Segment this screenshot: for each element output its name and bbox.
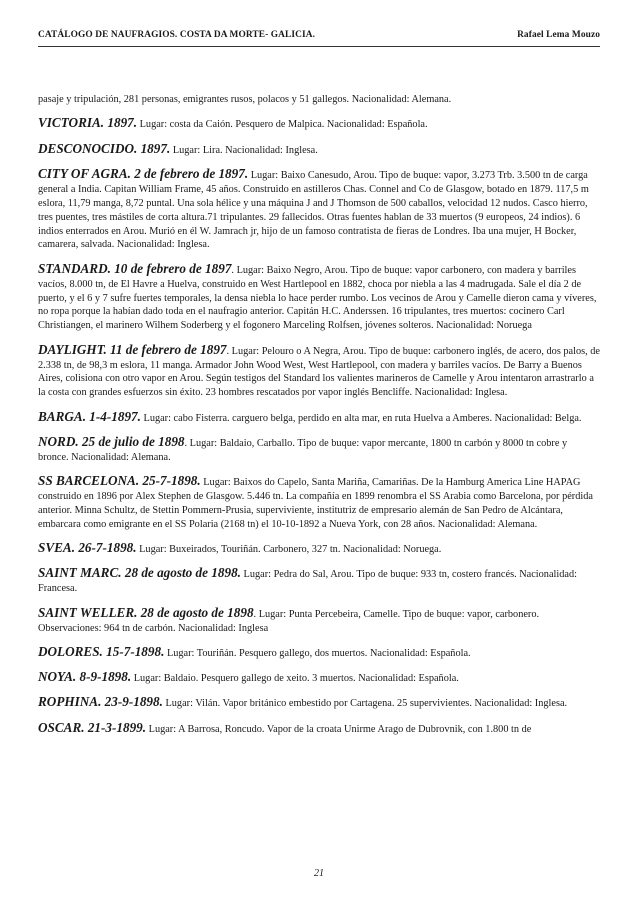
entry-title: SAINT WELLER. 28 de agosto de 1898 bbox=[38, 604, 254, 620]
entry-text: Lugar: Pedra do Sal, Arou. Tipo de buque: 933 tn, costero francés. Nacionalidad: Francesa. bbox=[38, 569, 577, 595]
shipwreck-entry bbox=[38, 566, 600, 596]
entry-text: Lugar: A Barrosa, Roncudo. Vapor de la croata Unirme Arago de Dubrovnik, con 1.800 tn de bbox=[146, 723, 532, 735]
running-header bbox=[38, 30, 600, 44]
entry-text: Lugar: Baldaio. Pesquero gallego de xeito. 3 muertos. Nacionalidad: Española. bbox=[131, 673, 459, 685]
entry-title: DESCONOCIDO. 1897. bbox=[38, 140, 171, 156]
shipwreck-entry bbox=[38, 721, 600, 737]
shipwreck-entry bbox=[38, 474, 600, 532]
entry-title: NOYA. 8-9-1898. bbox=[38, 669, 132, 685]
shipwreck-entry bbox=[38, 670, 600, 686]
entry-title: VICTORIA. 1897. bbox=[38, 115, 138, 131]
entry-title: OSCAR. 21-3-1899. bbox=[38, 719, 147, 735]
shipwreck-entry bbox=[38, 410, 600, 426]
shipwreck-entry bbox=[38, 645, 600, 661]
entry-title: ROPHINA. 23-9-1898. bbox=[38, 694, 163, 710]
entry-text: Lugar: Baixo Canesudo, Arou. Tipo de buque: vapor, 3.273 Trb. 3.500 tn de carga general a India. Capitan William Frame, 45 años. Construido en astilleros Chas. Connel and Co de Glasgow, botado en 1879. 117,5 m eslora, 11,79 manga, 8,72 puntal. Una sola hélice y una máquina J and J Thomson de 500 caballos, velocidad 12 nudos. Casco hierro, tres puentes, tres mástiles de corta altura.71 tripulantes. 29 fallecidos. Otras fuentes hablan de 33 muertos (9 europeos, 24 indios). 6 indios enterrados en Arou. Murió en él W. Jamrach jr, hijo de un famoso contratista de fieras de Londres. Iba una mujer, H Bocker, camarera, salvada. Nacionalidad: Inglesa. bbox=[38, 169, 589, 251]
entry-title: SS BARCELONA. 25-7-1898. bbox=[38, 473, 201, 489]
entry-text: pasaje y tripulación, 281 personas, emigrantes rusos, polacos y 51 gallegos. Nacionalidad: Alemana. bbox=[38, 94, 452, 105]
header-title: CATÁLOGO DE NAUFRAGIOS. COSTA DA MORTE- GALICIA. bbox=[38, 30, 316, 40]
entry-text: Lugar: Touriñán. Pesquero gallego, dos muertos. Nacionalidad: Española. bbox=[164, 647, 471, 659]
entry-text: Lugar: costa da Caión. Pesquero de Malpica. Nacionalidad: Española. bbox=[137, 119, 428, 131]
entry-text: . Lugar: Pelouro o A Negra, Arou. Tipo de buque: carbonero inglés, de acero, dos palos, de 2.338 tn, de 98,3 m eslora, 11 manga. Armador John Wood West, West Hartlepool, con madera y barriles vacíos. De Barry a Buenos Aires, colisiona con otro vapor en Arou. Según testigos del Standard los valientes marineros de Camelle y Arou intentaron arrastrarlo a la costa con grandes esfuerzos sin éxito. 23 hombres rescatados por vapor inglés Bencliffe. Nacionalidad: Inglesa. bbox=[38, 345, 601, 399]
entry-text: Lugar: Baixos do Capelo, Santa Mariña, Camariñas. De la Hamburg America Line HAPAG construido en 1896 por Alex Stephen de Glasgow. 5.446 tn. La compañía en 1899 renombra el SS Arabia como Barcelona, por pérdida anterior. Minna Schultz, de Stettin Pommern-Prusia, superviviente, institutriz de empresario alemán de San Pedro de Alcántara, embarcara como emigrante en el SS Polaria (2168 tn) el 10-10-1892 a Nueva York, con 28 años. Nacionalidad: Alemana. bbox=[38, 477, 593, 530]
page-number: 21 bbox=[314, 868, 324, 879]
entry-title: DAYLIGHT. 11 de febrero de 1897 bbox=[38, 341, 227, 357]
shipwreck-entry bbox=[38, 93, 600, 107]
shipwreck-entry bbox=[38, 142, 600, 158]
shipwreck-entry bbox=[38, 541, 600, 557]
shipwreck-entry bbox=[38, 116, 600, 132]
shipwreck-entry bbox=[38, 695, 600, 711]
shipwreck-entry bbox=[38, 435, 600, 465]
entry-title: BARGA. 1-4-1897. bbox=[38, 408, 141, 424]
entry-text: . Lugar: Punta Percebeira, Camelle. Tipo de buque: vapor, carbonero. Observaciones: 964 tn de carbón. Nacionalidad: Inglesa bbox=[38, 608, 540, 634]
entry-title: STANDARD. 10 de febrero de 1897 bbox=[38, 260, 232, 276]
entry-title: SVEA. 26-7-1898. bbox=[38, 540, 137, 556]
shipwreck-entry bbox=[38, 167, 600, 252]
shipwreck-entry bbox=[38, 606, 600, 636]
entry-title: DOLORES. 15-7-1898. bbox=[38, 643, 165, 659]
shipwreck-entry bbox=[38, 262, 600, 334]
shipwreck-list bbox=[38, 93, 600, 746]
entry-title: CITY OF AGRA. 2 de febrero de 1897. bbox=[38, 165, 249, 181]
entry-text: Lugar: Vilán. Vapor británico embestido por Cartagena. 25 supervivientes. Nacionalidad: Inglesa. bbox=[162, 698, 568, 710]
shipwreck-entry bbox=[38, 343, 600, 401]
entry-text: Lugar: Buxeirados, Touriñán. Carbonero, 327 tn. Nacionalidad: Noruega. bbox=[136, 544, 442, 556]
entry-text: . Lugar: Baixo Negro, Arou. Tipo de buque: vapor carbonero, con madera y barriles vacíos, 8.000 tn, de El Havre a Huelva, construido en West Hartlepool en 1882, choca por niebla a las 4 madrugada. Sale el día 2 de puerto, y el 6 y 7 sufre fuertes temporales, la densa niebla lo hace perder rumbo. Los vecinos de Arou y Camelle dieron cama y víveres, no ropa porque la habían dado toda en el naufragio anterior. Capitán H.C. Anderssen. 16 tripulantes, tres muertos: cocinero Carl Christiangen, el marinero Wilhem Soderberg y el fogonero Marceling Rolfsen, jóvenes solteros. Nacionalidad: Noruega bbox=[38, 264, 597, 332]
entry-text: Lugar: Lira. Nacionalidad: Inglesa. bbox=[170, 144, 318, 156]
entry-title: NORD. 25 de julio de 1898 bbox=[38, 433, 185, 449]
entry-text: . Lugar: Baldaio, Carballo. Tipo de buque: vapor mercante, 1800 tn carbón y 8000 tn cobre y bronce. Nacionalidad: Alemana. bbox=[38, 437, 568, 463]
entry-title: SAINT MARC. 28 de agosto de 1898. bbox=[38, 565, 241, 581]
entry-text: Lugar: cabo Fisterra. carguero belga, perdido en alta mar, en ruta Huelva a Amberes. Nacionalidad: Belga. bbox=[140, 412, 582, 424]
header-author: Rafael Lema Mouzo bbox=[517, 30, 600, 40]
header-rule bbox=[38, 46, 600, 47]
